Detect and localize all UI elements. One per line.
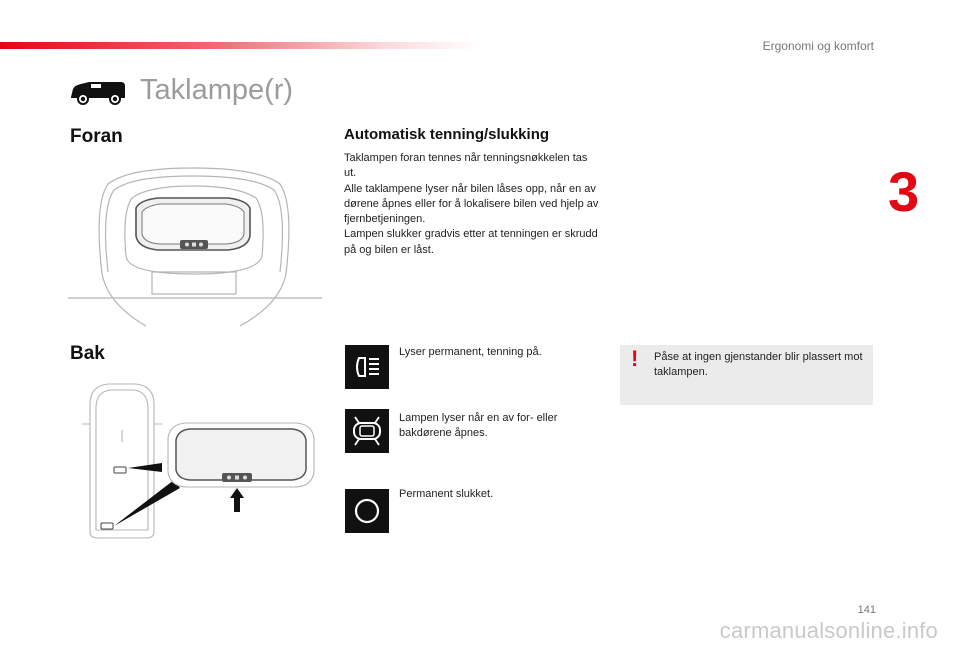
section-title: Ergonomi og komfort bbox=[762, 39, 874, 53]
mode-text-on: Lyser permanent, tenning på. bbox=[399, 346, 542, 358]
door-open-icon bbox=[345, 409, 389, 453]
section-heading-automatic: Automatisk tenning/slukking bbox=[344, 126, 550, 143]
automatic-description: Taklampen foran tennes når tenningsnøkkelen tas ut. Alle taklampene lyser når bilen låses opp, når en av dørene åpnes eller for å lokalisere bilen ved hjelp av fjernbetjeningen. Lampen slukker gradvis etter at tenningen er skrudd på og bilen er låst. bbox=[344, 152, 599, 256]
watermark: carmanualsonline.info bbox=[719, 618, 938, 643]
page-number: 141 bbox=[857, 604, 876, 616]
lamp-off-icon bbox=[345, 489, 389, 533]
front-ceiling-lamp-illustration bbox=[68, 164, 324, 329]
rear-ceiling-lamp-illustration bbox=[76, 380, 326, 542]
mode-text-door: Lampen lyser når en av for- eller bakdørene åpnes. bbox=[399, 412, 558, 439]
lamp-on-icon bbox=[345, 345, 389, 389]
warning-text: Påse at ingen gjenstander blir plassert mot taklampen. bbox=[654, 351, 863, 378]
chapter-number: 3 bbox=[888, 160, 920, 223]
exclamation-icon: ! bbox=[631, 346, 639, 371]
page-title: Taklampe(r) bbox=[140, 74, 294, 106]
header-accent-bar bbox=[0, 42, 480, 49]
van-icon bbox=[69, 79, 129, 105]
section-heading-foran: Foran bbox=[70, 126, 123, 147]
section-heading-bak: Bak bbox=[70, 343, 105, 364]
mode-text-off: Permanent slukket. bbox=[399, 488, 494, 500]
